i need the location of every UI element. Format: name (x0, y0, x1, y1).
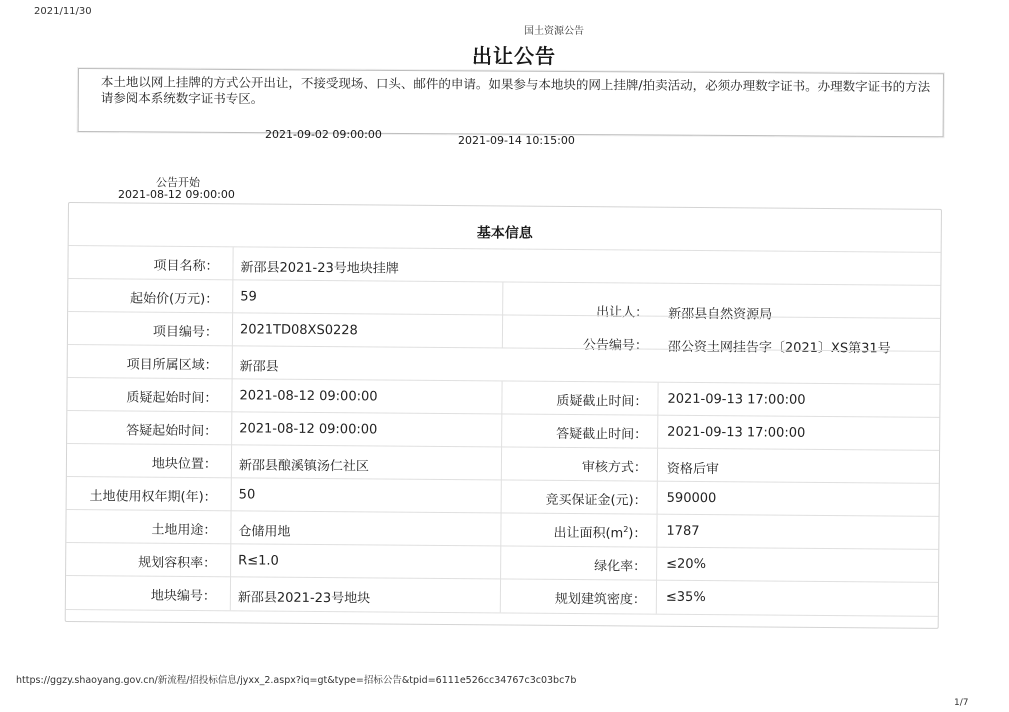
green-ratio-label: 绿化率： (594, 559, 647, 575)
notice-text: 本土地以网上挂牌的方式公开出让，不接受现场、口头、邮件的申请。如果参与本地块的网上挂牌/拍卖活动，必须办理数字证书。办理数字证书的方法请参阅本系统数字证书专区。 (100, 74, 931, 107)
green-ratio-value: ≤20% (666, 556, 707, 573)
plot-ratio-value: R≤1.0 (238, 553, 279, 569)
use-term-label: 土地使用权年期(年)： (89, 489, 217, 506)
start-price-value: 59 (240, 289, 257, 305)
info-row (66, 575, 938, 617)
announcement-no-label: 公告编号： (582, 338, 648, 354)
building-density-value: ≤35% (665, 589, 706, 606)
answer-end-label: 答疑截止时间： (556, 426, 648, 443)
page-count: 1/7 (954, 698, 969, 708)
answer-end-value: 2021-09-13 17:00:00 (667, 424, 806, 441)
project-no-value: 2021TD08XS0228 (239, 322, 358, 339)
query-end-label: 质疑截止时间： (556, 393, 648, 410)
print-date: 2021/11/30 (34, 6, 92, 17)
query-end-value: 2021-09-13 17:00:00 (667, 391, 806, 408)
page-title: 出让公告 (472, 44, 556, 68)
query-start-value: 2021-08-12 09:00:00 (239, 388, 378, 405)
announcement-no-value: 邵公资土网挂告字〔2021〕XS第31号 (667, 339, 891, 357)
area-value: 1787 (666, 523, 700, 539)
notice-box (78, 68, 944, 137)
location-value: 新邵县酿溪镇汤仁社区 (238, 458, 370, 475)
site-name: 国土资源公告 (524, 26, 584, 37)
region-label: 项目所属区域： (126, 357, 218, 374)
parcel-no-value: 新邵县2021-23号地块 (237, 590, 371, 607)
announcement-start-label: 公告开始 (156, 176, 200, 189)
start-price-label: 起始价(万元)： (130, 291, 219, 308)
project-name-label: 项目名称： (153, 258, 219, 275)
panel-title: 基本信息 (476, 225, 533, 242)
transferor-label: 出让人： (596, 305, 649, 321)
building-density-label: 规划建筑密度： (554, 591, 646, 608)
deposit-value: 590000 (666, 490, 717, 507)
parcel-no-label: 地块编号： (150, 588, 216, 605)
use-term-value: 50 (238, 487, 256, 503)
land-use-value: 仓储用地 (238, 524, 291, 540)
listing-start-time: 2021-09-02 09:00:00 (265, 128, 382, 141)
land-use-label: 土地用途： (151, 522, 217, 539)
area-label: 出让面积$(m^2)$： (553, 525, 647, 542)
listing-end-time: 2021-09-14 10:15:00 (458, 134, 575, 147)
basic-info-panel (65, 202, 942, 629)
project-name-value: 新邵县2021-23号地块挂牌 (240, 260, 399, 277)
answer-start-label: 答疑起始时间： (126, 423, 218, 440)
announcement-start-time: 2021-08-12 09:00:00 (118, 188, 235, 201)
footer-url: https://ggzy.shaoyang.gov.cn/新流程/招投标信息/jyxx_2.aspx?iq=gt&type=招标公告&tpid=6111e526cc34767c3c03bc7b (16, 675, 577, 686)
location-label: 地块位置： (151, 456, 218, 473)
review-method-value: 资格后审 (666, 461, 719, 478)
review-method-label: 审核方式： (581, 460, 647, 476)
answer-start-value: 2021-08-12 09:00:00 (239, 421, 378, 438)
query-start-label: 质疑起始时间： (126, 390, 218, 407)
region-value: 新邵县 (239, 359, 279, 375)
plot-ratio-label: 规划容积率： (138, 555, 217, 572)
project-no-label: 项目编号： (152, 324, 219, 341)
deposit-label: 竞买保证金(元)： (545, 492, 647, 509)
transferor-value: 新邵县自然资源局 (668, 306, 773, 323)
